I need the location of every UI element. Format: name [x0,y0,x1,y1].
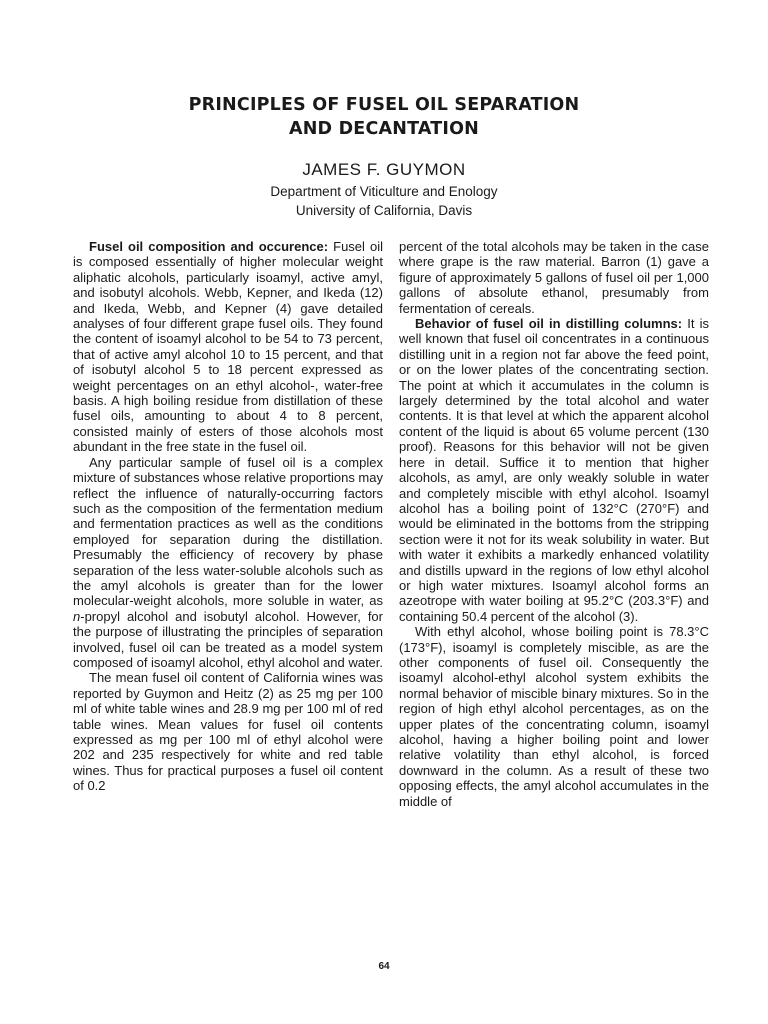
section-heading-distilling: Behavior of fusel oil in distilling columns: [415,316,683,332]
paragraph-complex-mixture [73,455,383,671]
paragraph-text: Any particular sample of fusel oil is a complex mixture of substances whose relative proportions may reflect the influence of naturally-occurring factors such as the composition of the fermentation medium and fermentation practices as well as the conditions employed for separation during the distillation. Presumably the efficiency of recovery by phase separation of the less water-soluble alcohols such as the amyl alcohols is greater than for the lower molecular-weight alcohols, more soluble in water, as [73,454,383,609]
paragraph-composition [73,239,383,455]
title-line-2: AND DECANTATION [288,119,480,139]
author-name: JAMES F. GUYMON [302,160,466,179]
paragraph-distilling-behavior [399,316,709,624]
paragraph-continuation: percent of the total alcohols may be taken in the case where grape is the raw material. Barron (1) gave a figure of approximately 5 gallons of fusel oil per 1,000 gallons of absolute ethanol, presumably from fermentation of cereals. [399,239,709,316]
section-heading-composition: Fusel oil composition and occurence: [89,239,329,254]
paragraph-text: -propyl alcohol and isobutyl alcohol. However, for the purpose of illustrating the principles of separation involved, fusel oil can be treated as a model system composed of isoamyl alcohol, ethyl alcohol and water. [73,608,384,670]
paragraph-text: Fusel oil is composed essentially of higher molecular weight aliphatic alcohols, particularly isoamyl, active amyl, and isobutyl alcohols. Webb, Kepner, and Ikeda (12) and Ikeda, Webb, and Kepner (4) gave detailed analyses of four different grape fusel oils. They found the content of isoamyl alcohol to be 54 to 73 percent, that of active amyl alcohol 10 to 15 percent, and that of isobutyl alcohol 5 to 18 percent expressed as weight percentages on an ethyl alcohol-, water-free basis. A high boiling residue from distillation of these fusel oils, amounting to about 4 to 8 percent, consisted mainly of esters of those alcohols most abundant in the free state in the fusel oil. [73,239,383,455]
page-number: 64 [378,961,390,972]
department-name: Department of Viticulture and Enology [270,184,498,199]
left-column [73,239,383,794]
title-line-1: PRINCIPLES OF FUSEL OIL SEPARATION [188,95,580,115]
paragraph-mean-content: The mean fusel oil content of California wines was reported by Guymon and Heitz (2) as 25 mg per 100 ml of white table wines and 28.9 mg per 100 ml of red table wines. Mean values for fusel oil contents expressed as mg per 100 ml of ethyl alcohol were 202 and 235 respectively for white and red table wines. Thus for practical purposes a fusel oil content of 0.2 [73,670,383,794]
author-affiliation [0,182,768,220]
article-title [0,93,768,141]
right-column [399,239,709,809]
paragraph-ethyl-alcohol: With ethyl alcohol, whose boiling point is 78.3°C (173°F), isoamyl is completely miscible, as are the other components of fusel oil. Consequently the isoamyl alcohol-ethyl alcohol system exhibits the normal behavior of miscible binary mixtures. So in the region of high ethyl alcohol percentages, as on the upper plates of the concentrating column, isoamyl alcohol, having a higher boiling point and lower relative volatility than ethyl alcohol, is forced downward in the column. As a result of these two opposing effects, the amyl alcohol accumulates in the middle of [399,624,709,809]
university-name: University of California, Davis [295,203,473,218]
italic-prefix: n [73,608,81,624]
paragraph-text: It is well known that fusel oil concentrates in a continuous distilling unit in a region not far above the feed point, or on the lower plates of the concentrating section. The point at which it accumulates in the column is largely determined by the total alcohol and water contents. It is that level at which the apparent alcohol content of the liquid is about 65 volume percent (130 proof). Reasons for this behavior will not be given here in detail. Suffice it to mention that higher alcohols, as amyl, are only weakly soluble in water and completely miscible with ethyl alcohol. Isoamyl alcohol has a boiling point of 132°C (270°F) and would be eliminated in the bottoms from the stripping section were it not for its weak solubility in water. But with water it exhibits a markedly enhanced volatility and distills upward in the regions of low ethyl alcohol or high water mixtures. Isoamyl alcohol forms an azeotrope with water boiling at 95.2°C (203.3°F) and containing 50.4 percent of the alcohol (3). [399,316,709,624]
